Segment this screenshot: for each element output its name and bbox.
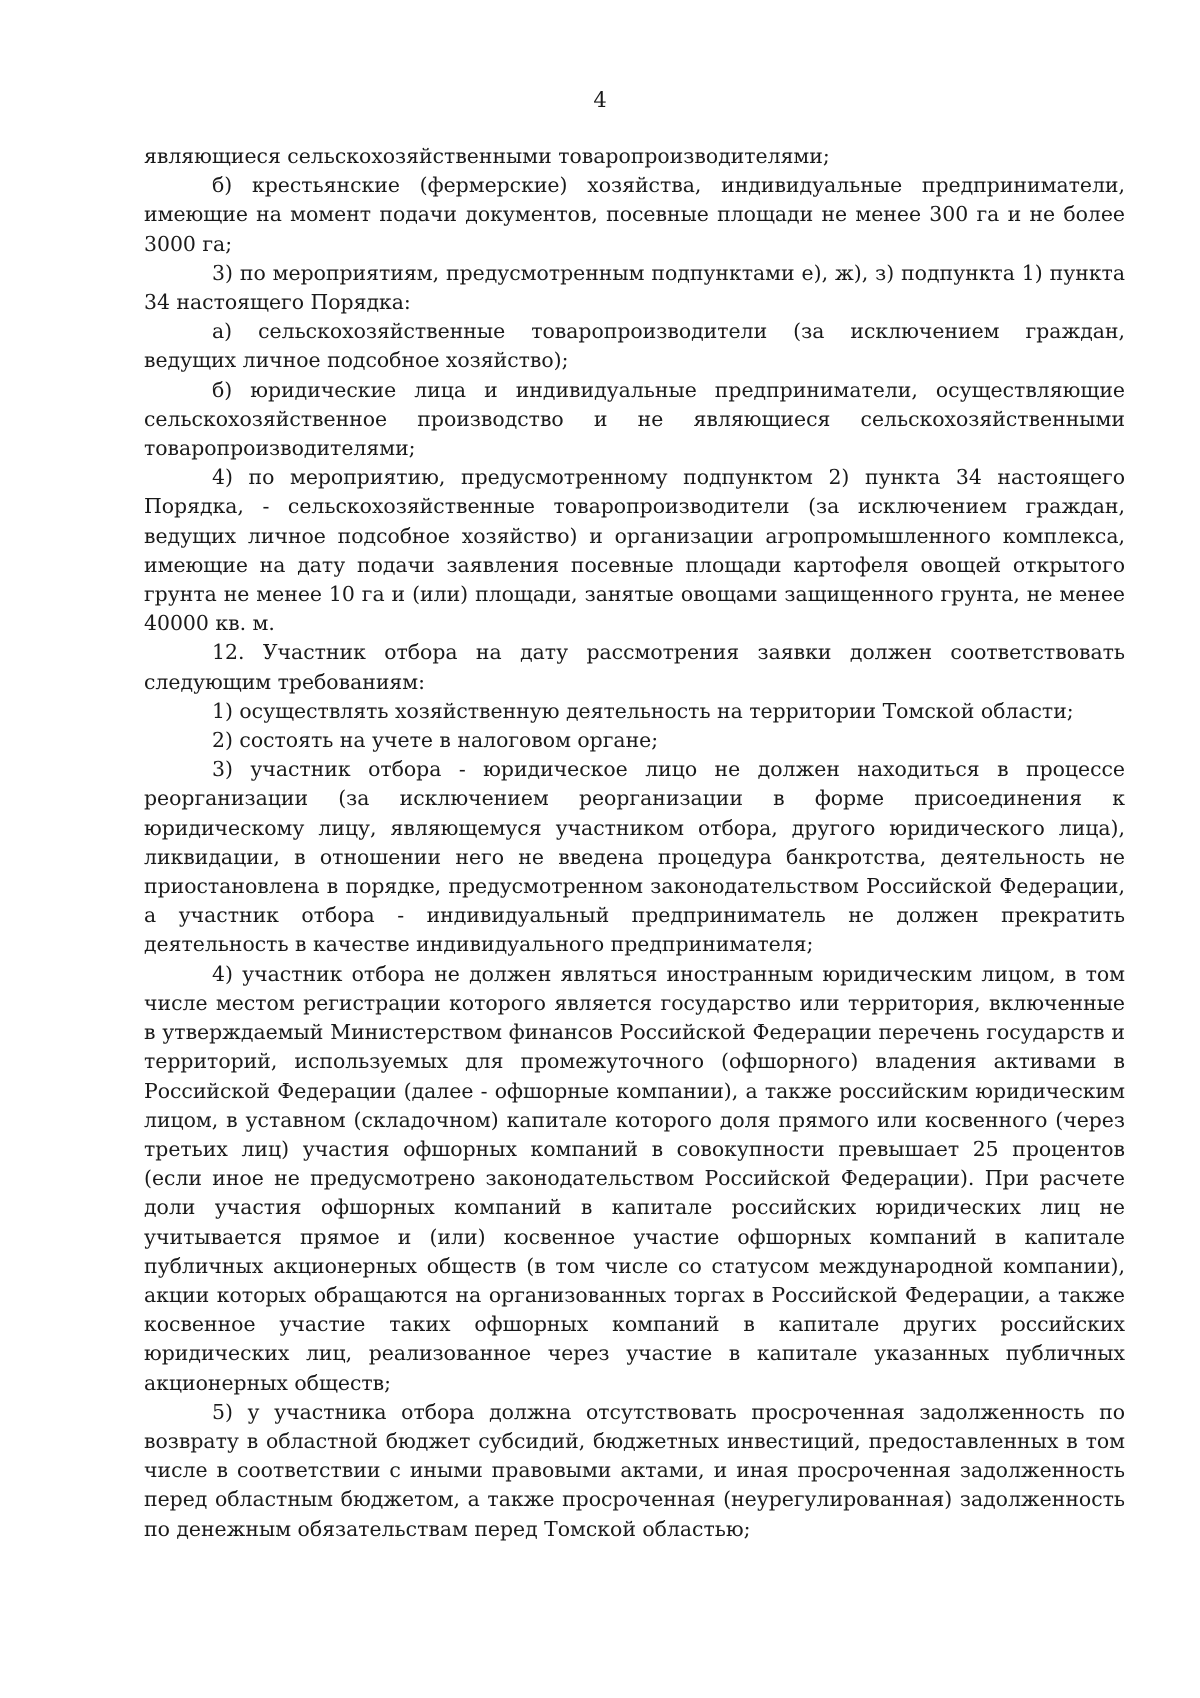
page-number: 4	[593, 88, 607, 112]
paragraph-section-12: 12. Участник отбора на дату рассмотрения заявки должен соответствовать следующим требованиям:	[144, 640, 1125, 694]
document-body	[144, 142, 1125, 1544]
paragraph-requirement-4: 4) участник отбора не должен являться иностранным юридическим лицом, в том числе местом регистрации которого является государство или территория, включенные в утверждаемый Министерством финансов Российской Федерации перечень государств и территорий, используемых для промежуточного (офшорного) владения активами в Российской Федерации (далее - офшорные компании), а также российским юридическим лицом, в уставном (складочном) капитале которого доля прямого или косвенного (через третьих лиц) участия офшорных компаний в совокупности превышает 25 процентов (если иное не предусмотрено законодательством Российской Федерации). При расчете доли участия офшорных компаний в капитале российских юридических лиц не учитывается прямое и (или) косвенное участие офшорных компаний в капитале публичных акционерных обществ (в том числе со статусом международной компании), акции которых обращаются на организованных торгах в Российской Федерации, а также косвенное участие таких офшорных компаний в капитале других российских юридических лиц, реализованное через участие в капитале указанных публичных акционерных обществ;	[144, 961, 1125, 1395]
paragraph-item-b-farms: б) крестьянские (фермерские) хозяйства, индивидуальные предприниматели, имеющие на момент подачи документов, посевные площади не менее 300 га и не более 3000 га;	[144, 173, 1125, 256]
paragraph-continuation: являющиеся сельскохозяйственными товаропроизводителями;	[144, 144, 830, 168]
paragraph-requirement-1: 1) осуществлять хозяйственную деятельность на территории Томской области;	[212, 698, 1074, 723]
paragraph-item-b-legal-entities: б) юридические лица и индивидуальные предприниматели, осуществляющие сельскохозяйственное производство и не являющиеся сельскохозяйственными товаропроизводителями;	[144, 377, 1125, 461]
paragraph-requirement-2: 2) состоять на учете в налоговом органе;	[212, 728, 659, 753]
paragraph-item-4: 4) по мероприятию, предусмотренному подпунктом 2) пункта 34 настоящего Порядка, - сельскохозяйственные товаропроизводители (за исключением граждан, ведущих личное подсобное хозяйство) и организации агропромышленного комплекса, имеющие на дату подачи заявления посевные площади картофеля овощей открытого грунта не менее 10 га и (или) площади, занятые овощами защищенного грунта, не менее 40000 кв. м.	[144, 465, 1125, 636]
paragraph-requirement-3: 3) участник отбора - юридическое лицо не должен находиться в процессе реорганизации (за исключением реорганизации в форме присоединения к юридическому лицу, являющемуся участником отбора, другого юридического лица), ликвидации, в отношении него не введена процедура банкротства, деятельность не приостановлена в порядке, предусмотренном законодательством Российской Федерации, а участник отбора - индивидуальный предприниматель не должен прекратить деятельность в качестве индивидуального предпринимателя;	[144, 757, 1125, 957]
paragraph-requirement-5: 5) у участника отбора должна отсутствовать просроченная задолженность по возврату в областной бюджет субсидий, бюджетных инвестиций, предоставленных в том числе в соответствии с иными правовыми актами, и иная просроченная задолженность перед областным бюджетом, а также просроченная (неурегулированная) задолженность по денежным обязательствам перед Томской областью;	[144, 1399, 1125, 1541]
paragraph-item-a-producers: а) сельскохозяйственные товаропроизводители (за исключением граждан, ведущих личное подсобное хозяйство);	[144, 319, 1125, 373]
paragraph-item-3: 3) по мероприятиям, предусмотренным подпунктами е), ж), з) подпункта 1) пункта 34 настоящего Порядка:	[144, 260, 1125, 315]
